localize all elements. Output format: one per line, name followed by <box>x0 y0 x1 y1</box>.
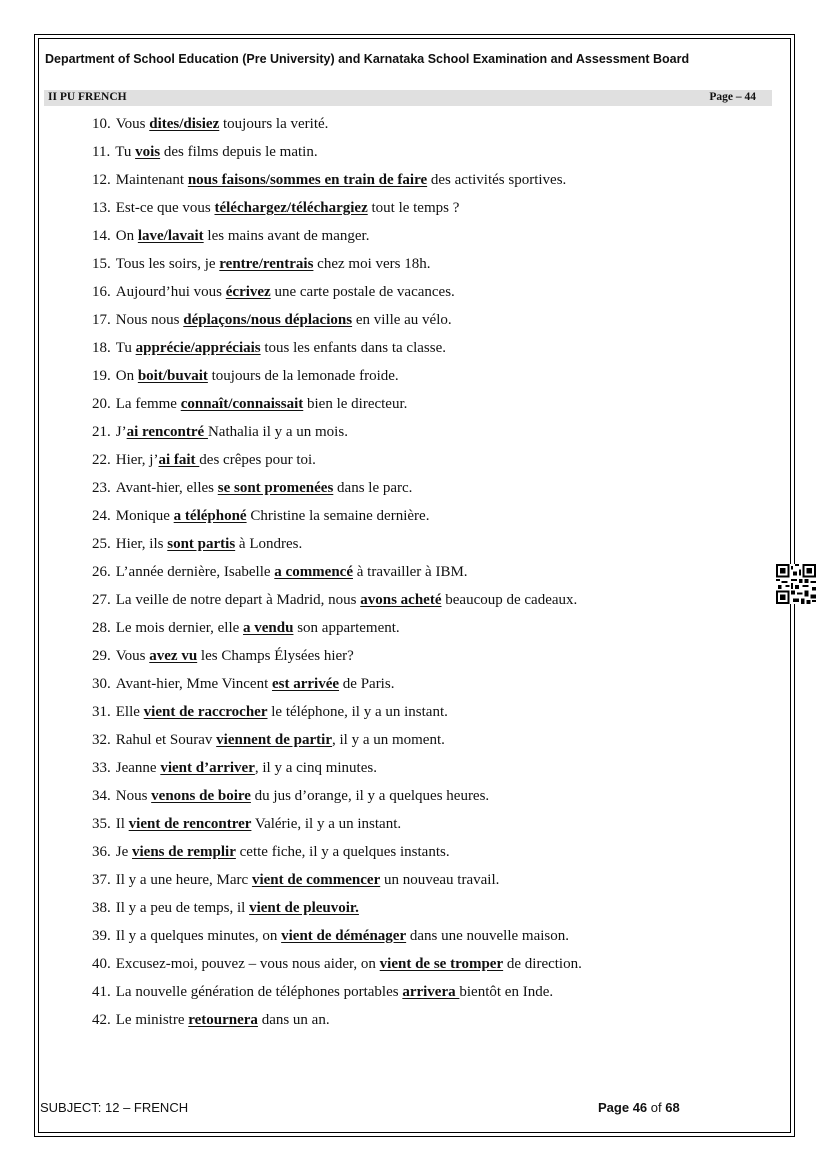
exercise-answer: vois <box>135 144 161 160</box>
exercise-answer: apprécie/appréciais <box>135 340 261 356</box>
exercise-number: 26. <box>92 564 111 580</box>
exercise-text-before: Vous <box>115 648 150 664</box>
exercise-number: 40. <box>92 956 111 972</box>
exercise-number: 32. <box>92 732 111 748</box>
exercise-item <box>92 448 772 476</box>
exercise-text-after: toujours de la lemonade froide. <box>207 368 399 384</box>
exercise-answer: est arrivée <box>271 676 340 692</box>
exercise-answer: sont partis <box>167 536 236 552</box>
exercise-number: 27. <box>92 592 111 608</box>
exercise-number: 18. <box>92 340 111 356</box>
exercise-text-before: Rahul et Sourav <box>115 732 217 748</box>
exercise-item <box>92 392 772 420</box>
exercise-number: 39. <box>92 928 111 944</box>
exercise-answer: ai fait <box>158 452 200 468</box>
exercise-number: 17. <box>92 312 111 328</box>
exercise-text-after: Nathalia il y a un mois. <box>207 424 348 440</box>
exercise-text-after: bientôt en Inde. <box>459 984 554 1000</box>
exercise-item <box>92 616 772 644</box>
exercise-text-before: La nouvelle génération de téléphones portables <box>115 984 403 1000</box>
exercise-number: 33. <box>92 760 111 776</box>
exercise-number: 25. <box>92 536 111 552</box>
exercise-answer: ai rencontré <box>126 424 208 440</box>
exercise-text-before: Jeanne <box>115 760 161 776</box>
exercise-text-before: Tu <box>115 144 136 160</box>
exercise-text-before: Il y a peu de temps, il <box>115 900 250 916</box>
exercise-text-after: des crêpes pour toi. <box>199 452 316 468</box>
exercise-number: 15. <box>92 256 111 272</box>
subject-title: II PU FRENCH <box>48 91 127 103</box>
exercise-answer: arrivera <box>402 984 460 1000</box>
exercise-answer: viennent de partir <box>216 732 332 748</box>
exercise-item <box>92 532 772 560</box>
exercise-text-after: des films depuis le matin. <box>160 144 318 160</box>
exercise-item <box>92 644 772 672</box>
exercise-number: 14. <box>92 228 111 244</box>
footer-page-word: Page <box>598 1100 633 1115</box>
exercise-number: 28. <box>92 620 111 636</box>
exercise-number: 23. <box>92 480 111 496</box>
exercise-answer: se sont promenées <box>217 480 334 496</box>
exercise-item <box>92 140 772 168</box>
exercise-text-before: J’ <box>115 424 127 440</box>
exercise-text-before: Monique <box>115 508 174 524</box>
exercise-item <box>92 952 772 980</box>
exercise-text-after: de direction. <box>503 956 582 972</box>
exercise-number: 34. <box>92 788 111 804</box>
exercise-text-before: Il <box>115 816 129 832</box>
exercise-answer: venons de boire <box>151 788 251 804</box>
department-header: Department of School Education (Pre University) and Karnataka School Examination and Assessment Board <box>45 52 690 66</box>
exercise-text-after: en ville au vélo. <box>352 312 452 328</box>
subject-bar <box>44 90 772 106</box>
exercise-text-after: , il y a un moment. <box>331 732 445 748</box>
exercise-answer: boit/buvait <box>137 368 208 384</box>
exercise-number: 31. <box>92 704 111 720</box>
footer-page-total: 68 <box>665 1100 680 1115</box>
exercise-text-before: Tous les soirs, je <box>115 256 220 272</box>
exercise-item <box>92 588 772 616</box>
exercise-number: 24. <box>92 508 111 524</box>
exercise-text-before: Hier, j’ <box>115 452 159 468</box>
exercise-text-after: les Champs Élysées hier? <box>197 648 354 664</box>
exercise-text-before: Vous <box>115 116 150 132</box>
exercise-text-after: Christine la semaine dernière. <box>246 508 430 524</box>
exercise-text-before: La femme <box>115 396 181 412</box>
exercise-item <box>92 924 772 952</box>
exercise-text-before: Nous <box>115 788 152 804</box>
exercise-text-after: des activités sportives. <box>427 172 567 188</box>
exercise-item <box>92 756 772 784</box>
exercise-text-before: Excusez-moi, pouvez – vous nous aider, on <box>115 956 380 972</box>
exercise-number: 12. <box>92 172 111 188</box>
exercise-item <box>92 896 772 924</box>
exercise-answer: déplaçons/nous déplacions <box>183 312 353 328</box>
exercise-answer: vient de se tromper <box>379 956 504 972</box>
exercise-answer: écrivez <box>225 284 271 300</box>
exercise-item <box>92 224 772 252</box>
exercise-answer: vient de rencontrer <box>128 816 252 832</box>
exercise-item <box>92 364 772 392</box>
exercise-item <box>92 700 772 728</box>
exercise-answer: avons acheté <box>360 592 442 608</box>
exercise-text-after: tout le temps ? <box>367 200 460 216</box>
exercise-answer: retournera <box>188 1012 258 1028</box>
exercise-answer: vient de pleuvoir. <box>249 900 359 916</box>
exercise-text-before: Est-ce que vous <box>115 200 215 216</box>
exercise-text-after: à Londres. <box>235 536 303 552</box>
exercise-number: 21. <box>92 424 111 440</box>
exercise-answer: vient d’arriver <box>160 760 255 776</box>
exercise-answer: viens de remplir <box>132 844 236 860</box>
exercise-item <box>92 336 772 364</box>
exercise-text-after: cette fiche, il y a quelques instants. <box>235 844 450 860</box>
exercise-number: 35. <box>92 816 111 832</box>
footer-page-count <box>598 1100 680 1115</box>
exercise-item <box>92 812 772 840</box>
exercise-text-after: tous les enfants dans ta classe. <box>260 340 446 356</box>
exercise-text-after: toujours la verité. <box>219 116 329 132</box>
exercise-text-after: dans une nouvelle maison. <box>406 928 570 944</box>
exercise-number: 42. <box>92 1012 111 1028</box>
footer-subject: SUBJECT: 12 – FRENCH <box>40 1100 189 1115</box>
exercise-answer: dites/disiez <box>149 116 220 132</box>
exercise-item <box>92 560 772 588</box>
exercise-number: 22. <box>92 452 111 468</box>
exercise-answer: lave/lavait <box>137 228 204 244</box>
exercise-text-before: Il y a une heure, Marc <box>115 872 252 888</box>
exercise-text-before: Avant-hier, Mme Vincent <box>115 676 272 692</box>
exercise-text-after: un nouveau travail. <box>380 872 500 888</box>
exercise-answer: rentre/rentrais <box>219 256 314 272</box>
exercise-answer: a commencé <box>274 564 353 580</box>
exercise-item <box>92 672 772 700</box>
qr-code-icon <box>776 564 816 604</box>
exercise-answer: connaît/connaissait <box>180 396 304 412</box>
exercise-text-before: Avant-hier, elles <box>115 480 218 496</box>
exercise-item <box>92 504 772 532</box>
exercise-text-after: les mains avant de manger. <box>203 228 370 244</box>
exercise-text-after: bien le directeur. <box>303 396 408 412</box>
exercise-list <box>92 112 772 1036</box>
exercise-text-before: On <box>115 228 138 244</box>
exercise-number: 13. <box>92 200 111 216</box>
exercise-text-before: La veille de notre depart à Madrid, nous <box>115 592 361 608</box>
exercise-item <box>92 112 772 140</box>
exercise-number: 36. <box>92 844 111 860</box>
exercise-item <box>92 476 772 504</box>
exercise-answer: vient de raccrocher <box>143 704 268 720</box>
exercise-text-after: son appartement. <box>293 620 400 636</box>
exercise-answer: vient de commencer <box>251 872 381 888</box>
exercise-text-before: L’année dernière, Isabelle <box>115 564 275 580</box>
exercise-item <box>92 420 772 448</box>
exercise-number: 29. <box>92 648 111 664</box>
exercise-item <box>92 252 772 280</box>
exercise-text-after: dans le parc. <box>333 480 413 496</box>
exercise-number: 11. <box>92 144 111 160</box>
exercise-answer: a téléphoné <box>173 508 247 524</box>
exercise-text-after: à travailler à IBM. <box>353 564 468 580</box>
exercise-item <box>92 168 772 196</box>
exercise-number: 19. <box>92 368 111 384</box>
exercise-text-after: de Paris. <box>339 676 395 692</box>
exercise-text-before: Je <box>115 844 132 860</box>
exercise-text-before: Elle <box>115 704 144 720</box>
exercise-number: 16. <box>92 284 111 300</box>
exercise-number: 38. <box>92 900 111 916</box>
exercise-text-before: Tu <box>115 340 136 356</box>
exercise-text-before: Hier, ils <box>115 536 168 552</box>
exercise-number: 20. <box>92 396 111 412</box>
exercise-text-after: , il y a cinq minutes. <box>254 760 377 776</box>
exercise-text-after: une carte postale de vacances. <box>270 284 455 300</box>
exercise-text-before: Le mois dernier, elle <box>115 620 244 636</box>
footer-page-of: of <box>647 1100 666 1115</box>
exercise-item <box>92 196 772 224</box>
exercise-number: 37. <box>92 872 111 888</box>
exercise-number: 41. <box>92 984 111 1000</box>
exercise-text-before: Nous nous <box>115 312 184 328</box>
footer-page-current: 46 <box>632 1100 648 1115</box>
exercise-text-after: beaucoup de cadeaux. <box>441 592 578 608</box>
exercise-text-before: Il y a quelques minutes, on <box>115 928 282 944</box>
exercise-text-before: Aujourd’hui vous <box>115 284 226 300</box>
exercise-text-after: dans un an. <box>257 1012 330 1028</box>
exercise-text-before: On <box>115 368 138 384</box>
exercise-text-after: Valérie, il y a un instant. <box>251 816 402 832</box>
exercise-answer: nous faisons/sommes en train de faire <box>187 172 428 188</box>
header-page-number: Page – 44 <box>709 91 756 103</box>
exercise-item <box>92 280 772 308</box>
exercise-item <box>92 784 772 812</box>
exercise-item <box>92 728 772 756</box>
exercise-text-after: le téléphone, il y a un instant. <box>267 704 448 720</box>
exercise-item <box>92 868 772 896</box>
exercise-item <box>92 840 772 868</box>
exercise-text-before: Le ministre <box>115 1012 189 1028</box>
exercise-text-after: chez moi vers 18h. <box>313 256 431 272</box>
exercise-item <box>92 1008 772 1036</box>
exercise-text-after: du jus d’orange, il y a quelques heures. <box>250 788 490 804</box>
exercise-answer: avez vu <box>149 648 198 664</box>
exercise-answer: téléchargez/téléchargiez <box>214 200 368 216</box>
exercise-text-before: Maintenant <box>115 172 188 188</box>
exercise-number: 10. <box>92 116 111 132</box>
exercise-answer: vient de déménager <box>281 928 407 944</box>
exercise-item <box>92 308 772 336</box>
exercise-number: 30. <box>92 676 111 692</box>
exercise-answer: a vendu <box>243 620 294 636</box>
exercise-item <box>92 980 772 1008</box>
